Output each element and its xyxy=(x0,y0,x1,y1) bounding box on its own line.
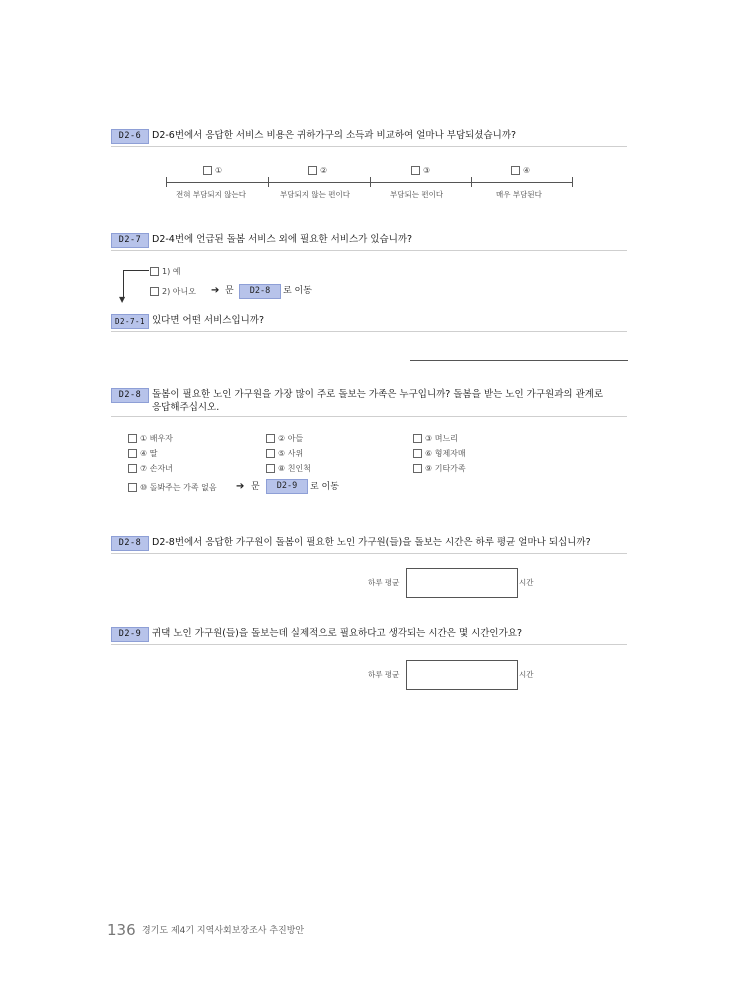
checkbox-icon[interactable] xyxy=(150,267,159,276)
option-other-family[interactable]: ⑨ 기타가족 xyxy=(413,463,466,474)
question-tag-d2-7: D2-7 xyxy=(111,233,149,248)
goto-suffix: 로 이동 xyxy=(283,286,312,296)
scale-label-1: 전혀 부담되지 않는다 xyxy=(176,190,246,199)
divider xyxy=(111,416,627,417)
scale-tick xyxy=(572,177,573,187)
checkbox-icon[interactable] xyxy=(413,449,422,458)
checkbox-icon[interactable] xyxy=(413,464,422,473)
option-no-family[interactable]: ⑩ 돌봐주는 가족 없음 xyxy=(128,482,217,493)
arrow-down-icon: ▼ xyxy=(119,295,126,304)
scale-tick xyxy=(370,177,371,187)
option-yes[interactable]: 1) 예 xyxy=(150,266,180,277)
goto-tag-d2-8: D2-8 xyxy=(239,284,281,299)
branch-line xyxy=(123,270,124,298)
answer-line-input[interactable] xyxy=(410,360,628,361)
question-text-d2-8a-line1: 돌봄이 필요한 노인 가구원을 가장 많이 주로 돌보는 가족은 누구입니까? 돌봄을 받는 노인 가구원과의 관계로 xyxy=(152,389,604,400)
arrow-right-icon: ➔ xyxy=(236,481,245,492)
scale-option-3[interactable]: ③ xyxy=(411,165,430,176)
divider xyxy=(111,146,627,147)
divider xyxy=(111,553,627,554)
checkbox-icon[interactable] xyxy=(128,464,137,473)
hours-prefix: 하루 평균 xyxy=(368,670,400,679)
question-text-d2-8b: D2-8번에서 응답한 가구원이 돌봄이 필요한 노인 가구원(들)을 돌보는 시간은 하루 평균 얼마나 되십니까? xyxy=(152,537,591,548)
question-text-d2-7-1: 있다면 어떤 서비스입니까? xyxy=(152,315,265,326)
scale-option-4[interactable]: ④ xyxy=(511,165,530,176)
checkbox-icon[interactable] xyxy=(203,166,212,175)
checkbox-icon[interactable] xyxy=(150,287,159,296)
checkbox-icon[interactable] xyxy=(511,166,520,175)
question-tag-d2-8b: D2-8 xyxy=(111,536,149,551)
scale-tick xyxy=(268,177,269,187)
option-son[interactable]: ② 아들 xyxy=(266,433,303,444)
scale-label-3: 부담되는 편이다 xyxy=(390,190,444,199)
hours-prefix: 하루 평균 xyxy=(368,578,400,587)
footer-title: 경기도 제4기 지역사회보장조사 추진방안 xyxy=(142,926,305,936)
scale-tick xyxy=(471,177,472,187)
checkbox-icon[interactable] xyxy=(411,166,420,175)
scale-option-2[interactable]: ② xyxy=(308,165,327,176)
checkbox-icon[interactable] xyxy=(266,464,275,473)
question-text-d2-7: D2-4번에 언급된 돌봄 서비스 외에 필요한 서비스가 있습니까? xyxy=(152,234,413,245)
option-grandchild[interactable]: ⑦ 손자녀 xyxy=(128,463,173,474)
question-tag-d2-7-1: D2-7-1 xyxy=(111,314,149,329)
page-number: 136 xyxy=(107,921,136,939)
question-text-d2-9: 귀댁 노인 가구원(들)을 돌보는데 실제적으로 필요하다고 생각되는 시간은 몇 시간인가요? xyxy=(152,628,523,639)
checkbox-icon[interactable] xyxy=(128,483,137,492)
option-no[interactable]: 2) 아니오 xyxy=(150,286,196,297)
question-text-d2-8a-line2: 응답해주십시오. xyxy=(152,402,220,413)
checkbox-icon[interactable] xyxy=(128,449,137,458)
option-siblings[interactable]: ⑥ 형제자매 xyxy=(413,448,466,459)
scale-label-4: 매우 부담된다 xyxy=(496,190,542,199)
checkbox-icon[interactable] xyxy=(266,434,275,443)
option-spouse[interactable]: ① 배우자 xyxy=(128,433,173,444)
scale-option-1[interactable]: ① xyxy=(203,165,222,176)
branch-line xyxy=(123,270,149,271)
option-daughter[interactable]: ④ 딸 xyxy=(128,448,157,459)
hours-input[interactable] xyxy=(406,568,518,598)
hours-input[interactable] xyxy=(406,660,518,690)
hours-unit: 시간 xyxy=(519,578,534,587)
divider xyxy=(111,250,627,251)
scale-tick xyxy=(166,177,167,187)
goto-tag-d2-9: D2-9 xyxy=(266,479,308,494)
question-tag-d2-6: D2-6 xyxy=(111,129,149,144)
divider xyxy=(111,644,627,645)
scale-label-2: 부담되지 않는 편이다 xyxy=(280,190,350,199)
goto-prefix: 문 xyxy=(251,482,260,492)
checkbox-icon[interactable] xyxy=(308,166,317,175)
goto-prefix: 문 xyxy=(225,286,234,296)
option-daughter-in-law[interactable]: ③ 며느리 xyxy=(413,433,458,444)
arrow-right-icon: ➔ xyxy=(211,285,220,296)
checkbox-icon[interactable] xyxy=(266,449,275,458)
option-son-in-law[interactable]: ⑤ 사위 xyxy=(266,448,303,459)
checkbox-icon[interactable] xyxy=(128,434,137,443)
question-tag-d2-8a: D2-8 xyxy=(111,388,149,403)
checkbox-icon[interactable] xyxy=(413,434,422,443)
goto-suffix: 로 이동 xyxy=(310,482,339,492)
question-text-d2-6: D2-6번에서 응답한 서비스 비용은 귀하가구의 소득과 비교하여 얼마나 부담되셨습니까? xyxy=(152,130,517,141)
question-tag-d2-9: D2-9 xyxy=(111,627,149,642)
divider xyxy=(111,331,627,332)
option-relative[interactable]: ⑧ 친인척 xyxy=(266,463,311,474)
hours-unit: 시간 xyxy=(519,670,534,679)
